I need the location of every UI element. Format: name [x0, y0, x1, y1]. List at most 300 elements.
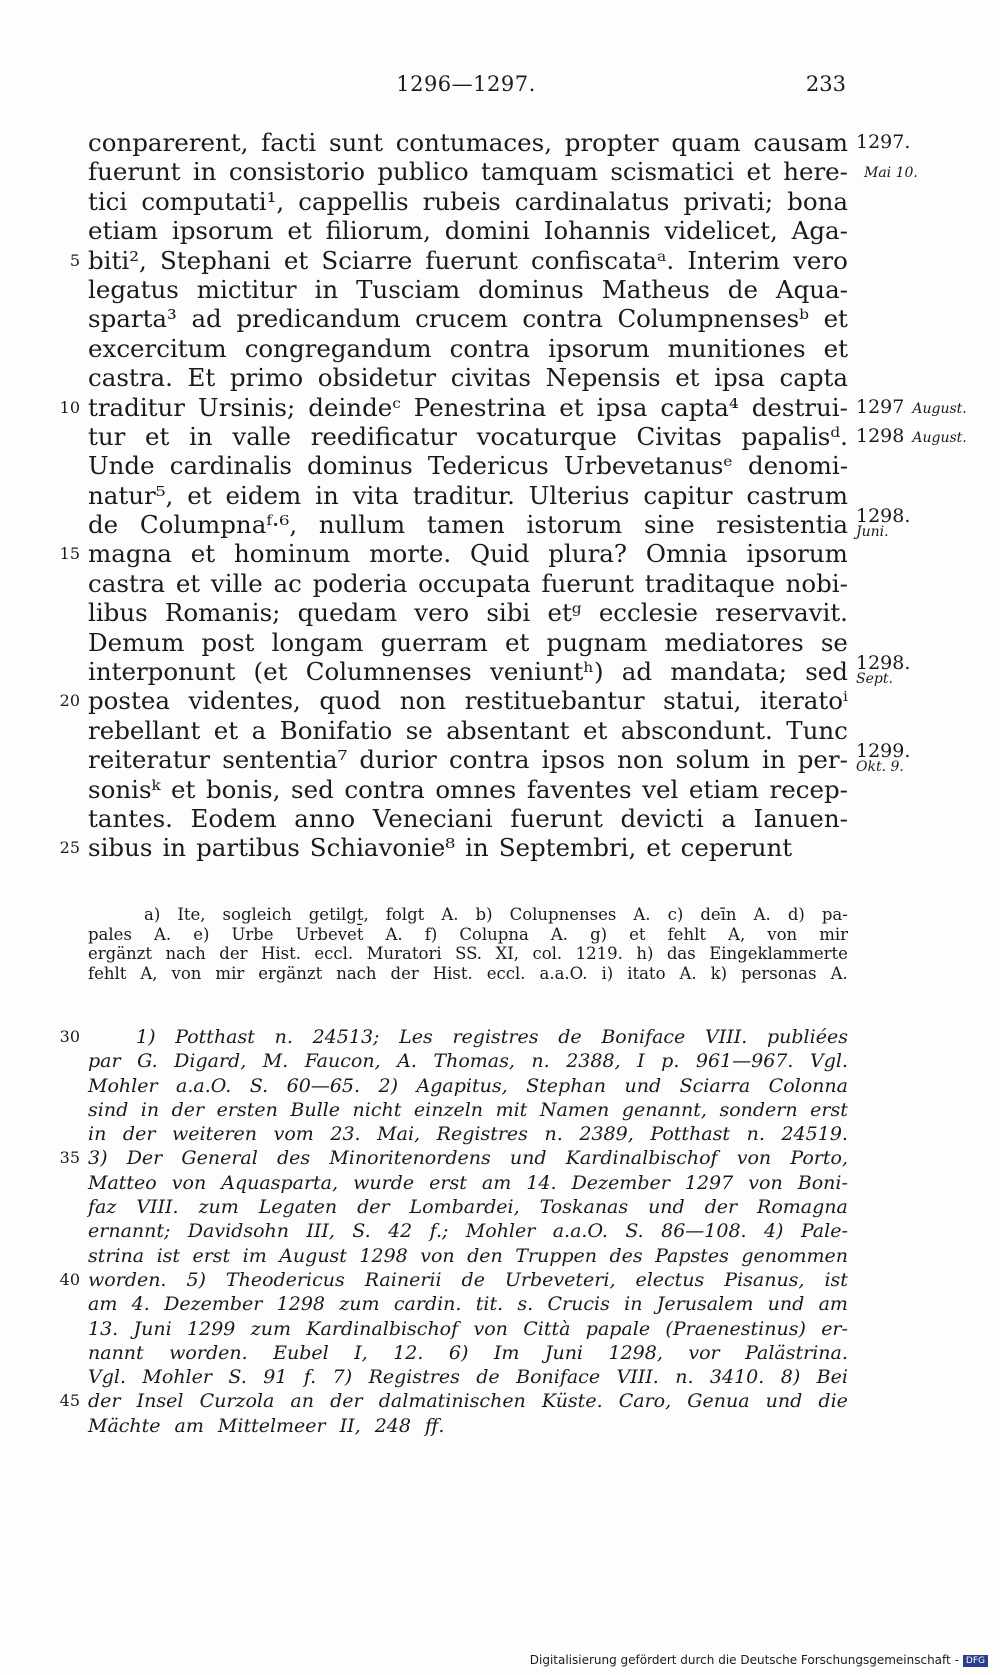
word: c): [667, 905, 684, 924]
word: ergänzt: [258, 963, 323, 983]
margin-year: 1299.: [856, 740, 911, 763]
word: 2388,: [566, 1050, 621, 1073]
word: worden.: [169, 1341, 248, 1364]
word: vel: [642, 774, 679, 804]
word: se: [405, 715, 433, 745]
word: am: [481, 1171, 512, 1194]
word: personas: [741, 963, 817, 983]
word: Truppen: [515, 1244, 598, 1267]
word: ff.: [424, 1414, 445, 1437]
word: Interim: [687, 245, 780, 275]
word: cappellis: [298, 186, 409, 216]
word: capta⁴: [660, 392, 739, 422]
word: 14.: [526, 1171, 557, 1194]
word: Bulle: [290, 1098, 340, 1121]
word: in: [140, 1098, 160, 1121]
margin-year: 1298.: [856, 505, 911, 528]
word: valle: [232, 421, 292, 451]
word: pa-: [821, 905, 848, 924]
word: pales: [88, 924, 132, 944]
word: die: [818, 1390, 848, 1413]
word: et: [746, 157, 771, 187]
text-line: [88, 569, 848, 598]
word: 2389,: [579, 1123, 634, 1146]
word: ipsorum: [746, 539, 848, 569]
footnote-line: [59, 1268, 848, 1292]
word: tantes.: [88, 803, 173, 833]
line-number: 15: [59, 544, 80, 564]
word: und: [648, 1196, 685, 1219]
word: 3410.: [709, 1366, 765, 1389]
word: Papstes: [655, 1244, 729, 1267]
word: causam: [753, 128, 848, 157]
word: tit.: [475, 1293, 504, 1316]
word: Matheus: [601, 274, 710, 304]
word: 1298,: [608, 1341, 663, 1364]
word: 24513;: [312, 1026, 380, 1048]
dfg-logo: DFG: [963, 1655, 988, 1667]
word: M.: [262, 1050, 289, 1073]
word: Eubel: [273, 1341, 329, 1364]
word: 42: [388, 1220, 413, 1243]
footnote-line: [88, 1341, 848, 1365]
word: General: [181, 1147, 258, 1170]
word: Bei: [816, 1366, 848, 1389]
word: here-: [783, 157, 848, 187]
text-line: [59, 833, 848, 863]
word: und: [509, 1147, 547, 1170]
word: Ite,: [177, 905, 206, 924]
word: castrum: [746, 480, 848, 510]
margin-year: 1298: [856, 424, 905, 447]
word: et: [823, 333, 848, 363]
word: Juni: [544, 1341, 584, 1364]
text-line: [88, 740, 911, 776]
word: Urbeveteri,: [504, 1268, 616, 1291]
running-header: [86, 72, 846, 106]
word: Namen: [539, 1098, 610, 1121]
word: et: [505, 627, 530, 657]
word: Demum: [88, 627, 185, 657]
word: et: [145, 421, 170, 451]
word: in: [162, 833, 187, 863]
word: sine: [643, 510, 695, 540]
main-text: [59, 128, 967, 863]
word: Colonna: [768, 1074, 848, 1097]
word: A.: [397, 1050, 417, 1073]
word: weiteren: [171, 1123, 258, 1146]
word: capta: [779, 363, 848, 393]
word: quod: [319, 686, 382, 716]
word: Bonifatio: [279, 715, 393, 745]
word: erst: [192, 1244, 231, 1267]
word: Columpnensesᵇ: [617, 304, 809, 334]
margin-month: August.: [912, 400, 967, 417]
word: de: [461, 1268, 485, 1291]
word: Küste.: [541, 1390, 603, 1413]
word: Aga-: [791, 216, 848, 246]
word: Thomas,: [433, 1050, 515, 1073]
text-line: [88, 505, 911, 541]
word: (Praenestinus): [665, 1317, 806, 1340]
word: am: [818, 1293, 848, 1316]
word: A.: [633, 905, 651, 924]
word: von: [748, 1171, 783, 1194]
word: ist: [156, 1244, 181, 1267]
word: fehlt: [667, 924, 706, 944]
word: de: [727, 274, 758, 304]
word: cardinalis: [169, 451, 292, 481]
word: in: [314, 274, 339, 304]
text-line: [88, 421, 967, 451]
apparatus-line: [88, 925, 848, 945]
word: Colupna: [459, 924, 529, 944]
word: Vgl.: [809, 1050, 848, 1073]
line-number: 25: [59, 838, 80, 858]
word: 1299: [187, 1317, 236, 1340]
word: Boniface: [516, 1366, 601, 1389]
word: de: [88, 510, 119, 540]
word: 1): [136, 1026, 156, 1048]
footnote-line: [88, 1365, 848, 1389]
word: der: [357, 1196, 390, 1219]
word: vero: [793, 245, 848, 275]
margin-year: 1297.: [856, 131, 911, 153]
word: statui,: [663, 686, 742, 716]
footnote-line: [88, 1195, 848, 1219]
word: ac: [273, 568, 302, 598]
word: guerram: [380, 627, 488, 657]
word: mandata;: [670, 657, 787, 687]
word: ecclesie: [598, 598, 698, 628]
footnote-line: [88, 1049, 848, 1073]
word: erst: [429, 1171, 467, 1194]
line-number: 45: [59, 1391, 80, 1411]
word: reservavit.: [715, 598, 848, 628]
word: in: [315, 480, 339, 510]
word: von: [473, 1317, 508, 1340]
margin-date: [856, 393, 967, 424]
word: interponunt: [88, 657, 236, 687]
word: der: [219, 944, 248, 963]
footnote-line: [59, 1146, 848, 1170]
word: d): [787, 905, 805, 924]
word: publico: [377, 157, 469, 187]
footnote-line: [88, 1074, 848, 1098]
word: dominus: [307, 451, 413, 481]
word: postea: [88, 686, 170, 716]
word: der: [122, 1123, 156, 1146]
word: Sciarre: [321, 245, 413, 275]
word: sibi: [486, 598, 531, 628]
word: predicandum: [236, 304, 401, 334]
word: Colupnenses: [509, 905, 617, 924]
word: Sciarra: [679, 1074, 751, 1097]
word: traditur.: [412, 480, 515, 510]
word: papale: [585, 1317, 651, 1340]
word: et: [171, 774, 196, 804]
word: vom: [273, 1123, 314, 1146]
critical-apparatus: [88, 905, 848, 983]
word: I: [637, 1050, 645, 1073]
word: faz: [88, 1196, 117, 1219]
word: a.a.O.: [539, 963, 588, 983]
word: bona: [787, 186, 848, 216]
word: Mittelmeer: [217, 1414, 326, 1437]
line-number: 35: [59, 1148, 80, 1168]
word: A.: [830, 963, 848, 983]
word: 8): [780, 1366, 801, 1389]
word: Romanis;: [164, 598, 281, 628]
word: in: [624, 1293, 643, 1316]
word: istorum: [526, 510, 623, 540]
word: Curzola: [199, 1390, 275, 1413]
word: castra.: [88, 363, 173, 393]
word: traditur: [88, 392, 186, 422]
word: XI,: [495, 944, 520, 963]
word: domini: [444, 216, 530, 246]
word: crucem: [415, 304, 508, 334]
word: natur⁵,: [88, 480, 174, 510]
margin-month: Okt. 9.: [856, 759, 904, 776]
word: et: [582, 715, 608, 745]
word: ville: [210, 568, 263, 598]
word: Rainerii: [364, 1268, 442, 1291]
word: und: [765, 1390, 803, 1413]
margin-year: 1298.: [856, 652, 911, 675]
word: non: [617, 745, 664, 775]
word: A.: [550, 924, 569, 944]
word: ipsos: [541, 745, 606, 775]
word: tamen: [426, 510, 505, 540]
text-line: [88, 128, 911, 157]
text-line: [88, 652, 911, 688]
word: faventes: [526, 774, 632, 804]
word: zum: [198, 1196, 239, 1219]
word: Tedericus: [427, 451, 549, 481]
word: recep-: [769, 774, 848, 804]
word: im: [242, 1244, 267, 1267]
word: contra: [522, 304, 603, 334]
word: Hist.: [432, 963, 473, 983]
word: etiam: [88, 216, 159, 246]
word: traditaque: [644, 568, 775, 598]
word: abscondunt.: [620, 715, 773, 745]
text-line: [88, 363, 848, 392]
word: n.: [274, 1026, 293, 1048]
word: Columnenses: [305, 657, 472, 687]
word: 3): [88, 1147, 108, 1170]
word: et: [187, 480, 212, 510]
word: Registres: [368, 1366, 460, 1389]
word: folgt: [385, 905, 425, 924]
word: rebellant: [88, 715, 201, 745]
word: Penestrina: [413, 392, 547, 422]
word: 13.: [88, 1317, 119, 1340]
word: et: [559, 392, 584, 422]
word: Agapitus,: [416, 1074, 508, 1097]
text-line: [88, 716, 848, 745]
word: restituebantur: [464, 686, 645, 716]
word: quam: [671, 128, 741, 157]
word: ceperunt: [680, 833, 793, 863]
text-line: [59, 392, 967, 422]
word: s.: [517, 1293, 534, 1316]
word: Stephani: [159, 245, 271, 275]
word: plura?: [548, 539, 628, 569]
word: omnes: [435, 774, 517, 804]
word: tamquam: [480, 157, 598, 187]
word: et: [287, 216, 312, 246]
word: f.;: [429, 1220, 449, 1243]
word: III,: [306, 1220, 335, 1243]
word: S.: [352, 1220, 371, 1243]
word: Iohannis: [543, 216, 651, 246]
word: Mohler: [88, 1074, 158, 1097]
word: Città: [523, 1317, 571, 1340]
word: der: [88, 1390, 121, 1413]
word: Potthast: [650, 1123, 731, 1146]
margin-month: August.: [912, 429, 967, 446]
word: denomi-: [747, 451, 848, 481]
margin-date: [856, 505, 911, 541]
word: deīn: [700, 905, 737, 924]
word: 60—65.: [286, 1074, 361, 1097]
word: 248: [374, 1414, 411, 1437]
word: consistorio: [228, 157, 365, 187]
footnote-line: [88, 1098, 848, 1122]
word: vor: [688, 1341, 720, 1364]
word: excercitum: [88, 333, 227, 363]
word: iteratoⁱ: [759, 686, 848, 716]
word: vita: [352, 480, 399, 510]
word: erst: [810, 1098, 848, 1121]
word: ad: [191, 304, 222, 334]
margin-date: [856, 128, 910, 157]
word: Legaten: [258, 1196, 338, 1219]
word: n.: [675, 1366, 694, 1389]
word: A.: [385, 924, 403, 944]
text-line: [59, 686, 848, 716]
word: in: [192, 157, 217, 187]
word: mir: [819, 924, 848, 944]
word: A.: [441, 905, 459, 924]
word: vero: [414, 598, 470, 628]
apparatus-line: [88, 944, 848, 964]
footnotes: [59, 1025, 848, 1438]
word: sonisᵏ: [88, 774, 161, 804]
word: Urbevetanusᵉ: [563, 451, 733, 481]
word: videntes,: [188, 686, 301, 716]
word: Hist.: [260, 944, 301, 963]
word: Tunc: [786, 715, 848, 745]
word: 86—108.: [661, 1220, 747, 1243]
word: S.: [249, 1074, 269, 1097]
word: mediatores: [664, 627, 804, 657]
text-line: [88, 216, 848, 245]
word: G.: [137, 1050, 158, 1073]
text-line: [88, 157, 918, 187]
word: Digard,: [174, 1050, 247, 1073]
word: sunt: [328, 128, 383, 157]
word: Civitas: [636, 421, 722, 451]
word: contra: [449, 333, 531, 363]
word: Eodem: [190, 803, 277, 833]
word: sed: [805, 657, 848, 687]
text-line: [88, 598, 848, 627]
word: a): [144, 905, 161, 924]
word: Quid: [470, 539, 530, 569]
word: h): [636, 944, 654, 963]
text-line: [88, 451, 848, 480]
word: strina: [88, 1244, 145, 1267]
word: Mai,: [377, 1123, 421, 1146]
text-line: [88, 804, 848, 833]
word: n.: [544, 1123, 563, 1146]
word: de: [558, 1026, 582, 1048]
word: Jerusalem: [656, 1293, 754, 1316]
word: Vgl.: [88, 1366, 126, 1389]
word: Aquasparta,: [221, 1171, 339, 1194]
line-number: 30: [59, 1027, 80, 1046]
footnote-line: [88, 1122, 848, 1146]
line-number: 20: [59, 691, 80, 711]
word: ersten: [216, 1098, 278, 1121]
word: Ianuen-: [753, 803, 848, 833]
word: Ursinis;: [198, 392, 296, 422]
word: mit: [495, 1098, 528, 1121]
margin-date: [856, 652, 911, 688]
word: Eingeklammerte: [709, 944, 848, 963]
word: et: [283, 245, 309, 275]
word: veniuntʰ): [490, 657, 604, 687]
word: 4): [763, 1220, 784, 1243]
word: a: [251, 715, 267, 745]
word: A.: [753, 905, 771, 924]
word: contra: [344, 774, 425, 804]
text-line: [88, 334, 848, 363]
word: se: [820, 627, 848, 657]
word: Septembri,: [498, 833, 637, 863]
word: er-: [821, 1317, 848, 1340]
word: Romagna: [757, 1196, 848, 1219]
word: a.a.O.: [176, 1074, 232, 1097]
word: dominus: [478, 274, 584, 304]
word: deindeᶜ: [308, 392, 401, 422]
word: et: [823, 304, 848, 334]
credit-text: Digitalisierung gefördert durch die Deutsche Forschungsgemeinschaft -: [529, 1653, 959, 1667]
word: am: [88, 1293, 118, 1316]
word: Matteo: [88, 1171, 157, 1194]
word: per-: [797, 745, 848, 775]
text-line: [88, 187, 848, 216]
word: Caro,: [618, 1390, 672, 1413]
word: biti²,: [88, 245, 147, 275]
footnote-line: [88, 1171, 848, 1195]
footnote-line: [59, 1389, 848, 1413]
word: Pisanus,: [724, 1268, 805, 1291]
word: nannt: [88, 1341, 144, 1364]
word: (et: [253, 657, 288, 687]
footnote-line: [88, 1317, 848, 1341]
word: Urbe: [231, 924, 274, 944]
word: Mohler: [465, 1220, 536, 1243]
word: castra: [88, 568, 166, 598]
word: Omnia: [645, 539, 728, 569]
word: am: [174, 1414, 204, 1437]
word: Urbevet̄: [295, 924, 364, 944]
word: Mohler: [142, 1366, 212, 1389]
